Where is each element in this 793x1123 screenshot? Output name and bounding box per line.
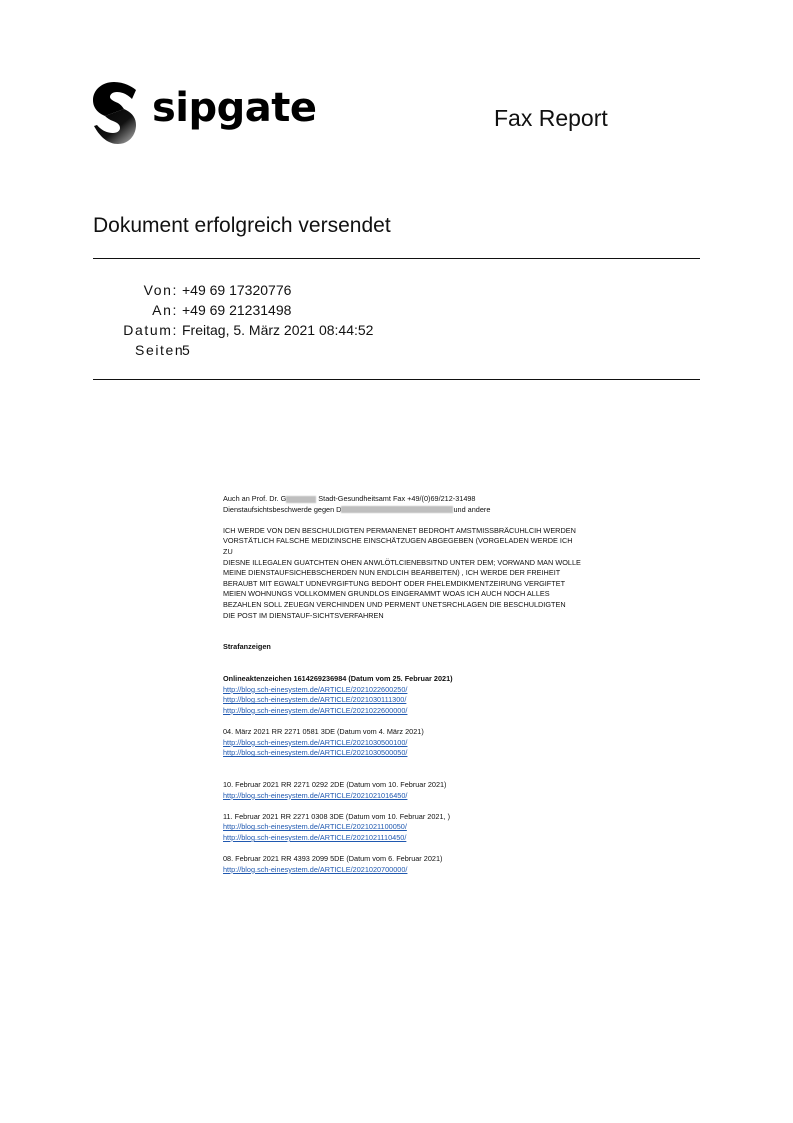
case-title: 11. Februar 2021 RR 2271 0308 3DE (Datum vom 10. Februar 2021, ) bbox=[223, 811, 451, 821]
article-link[interactable]: http://blog.sch-einesystem.de/ARTICLE/2021022600000/ bbox=[223, 705, 408, 715]
fax-subject-line: Dienstaufsichtsbeschwerde gegen D und andere bbox=[223, 504, 491, 514]
seiten-value: 5 bbox=[182, 342, 190, 358]
von-label: Von: bbox=[143, 282, 178, 298]
fax-body-line: DIESNE ILLEGALEN GUATCHTEN OHEN ANWLÖTLCIENEBSITND UNTER DEM; VORWAND MAN WOLLE bbox=[223, 557, 581, 567]
fax-body-line: VORSTÄTLICH FALSCHE MEDIZINSCHE EINSCHÄTZUGEN ABGEGEBEN (VORGELADEN WERDE ICH ZU bbox=[223, 536, 573, 556]
datum-label: Datum: bbox=[123, 322, 178, 338]
redacted-name bbox=[286, 496, 316, 503]
fax-body-line: MEINE DIENSTAUFSICHEBSCHERDEN NUN ENDLCIH BEARBEITEN) , ICH WERDE DER FREIHEIT bbox=[223, 568, 561, 578]
fax-address-line: Auch an Prof. Dr. G Stadt-Gesundheitsamt Fax +49/(0)69/212-31498 bbox=[223, 494, 476, 503]
article-link[interactable]: http://blog.sch-einesystem.de/ARTICLE/2021030500100/ bbox=[223, 737, 408, 747]
article-link[interactable]: http://blog.sch-einesystem.de/ARTICLE/2021030500050/ bbox=[223, 748, 408, 758]
meta-row-datum bbox=[93, 320, 373, 340]
seiten-label: Seiten bbox=[135, 342, 185, 358]
status-heading: Dokument erfolgreich versendet bbox=[93, 214, 391, 237]
datum-value: Freitag, 5. März 2021 08:44:52 bbox=[182, 322, 374, 338]
case-title: 08. Februar 2021 RR 4393 2099 5DE (Datum vom 6. Februar 2021) bbox=[223, 854, 443, 864]
an-label: An: bbox=[152, 302, 178, 318]
meta-row-von bbox=[93, 280, 373, 300]
fax-body-line: MEIEN WOHNUNGS VOLLKOMMEN GRUNDLOS EINGERAMMT WOAS ICH AUCH NOCH ALLES bbox=[223, 589, 550, 599]
article-link[interactable]: http://blog.sch-einesystem.de/ARTICLE/2021022600250/ bbox=[223, 684, 408, 694]
brand-name: sipgate bbox=[152, 85, 317, 131]
fax-body-line: DIE POST IM DIENSTAUF-SICHTSVERFAHREN bbox=[223, 610, 384, 620]
article-link[interactable]: http://blog.sch-einesystem.de/ARTICLE/2021021016450/ bbox=[223, 790, 408, 800]
divider bbox=[93, 258, 700, 259]
case-title: Onlineaktenzeichen 1614269236984 (Datum vom 25. Februar 2021) bbox=[223, 674, 453, 684]
article-link[interactable]: http://blog.sch-einesystem.de/ARTICLE/2021021110450/ bbox=[223, 833, 407, 842]
an-value: +49 69 21231498 bbox=[182, 302, 292, 318]
divider bbox=[93, 379, 700, 380]
strafanzeigen-heading: Strafanzeigen bbox=[223, 642, 271, 652]
fax-body-line: BERAUBT MIT EGWALT UDNEVRGIFTUNG BEDOHT ODER FHELEMDIKMENTZEIRUNG VERGIFTET bbox=[223, 578, 566, 588]
meta-row-an bbox=[93, 300, 373, 320]
fax-body-line: ICH WERDE VON DEN BESCHULDIGTEN PERMANENET BEDROHT AMSTMISSBRÄCUHLCIH WERDEN bbox=[223, 525, 576, 535]
article-link[interactable]: http://blog.sch-einesystem.de/ARTICLE/2021020700000/ bbox=[223, 864, 408, 874]
article-link[interactable]: http://blog.sch-einesystem.de/ARTICLE/2021021100050/ bbox=[223, 822, 407, 832]
case-title: 04. März 2021 RR 2271 0581 3DE (Datum vom 4. März 2021) bbox=[223, 727, 424, 737]
case-title: 10. Februar 2021 RR 2271 0292 2DE (Datum vom 10. Februar 2021) bbox=[223, 780, 447, 790]
fax-page-preview bbox=[223, 494, 583, 875]
article-link[interactable]: http://blog.sch-einesystem.de/ARTICLE/2021030111300/ bbox=[223, 695, 407, 705]
fax-metadata bbox=[93, 280, 373, 360]
von-value: +49 69 17320776 bbox=[182, 282, 292, 298]
redacted-name bbox=[341, 506, 453, 513]
report-title: Fax Report bbox=[494, 105, 608, 131]
meta-row-seiten bbox=[93, 340, 373, 360]
fax-body-line: BEZAHLEN SOLL ZEUEGN VERCHINDEN UND PERMENT UNETSRCHLAGEN DIE BESCHULDIGTEN bbox=[223, 599, 566, 609]
sipgate-logo-icon bbox=[92, 82, 137, 144]
